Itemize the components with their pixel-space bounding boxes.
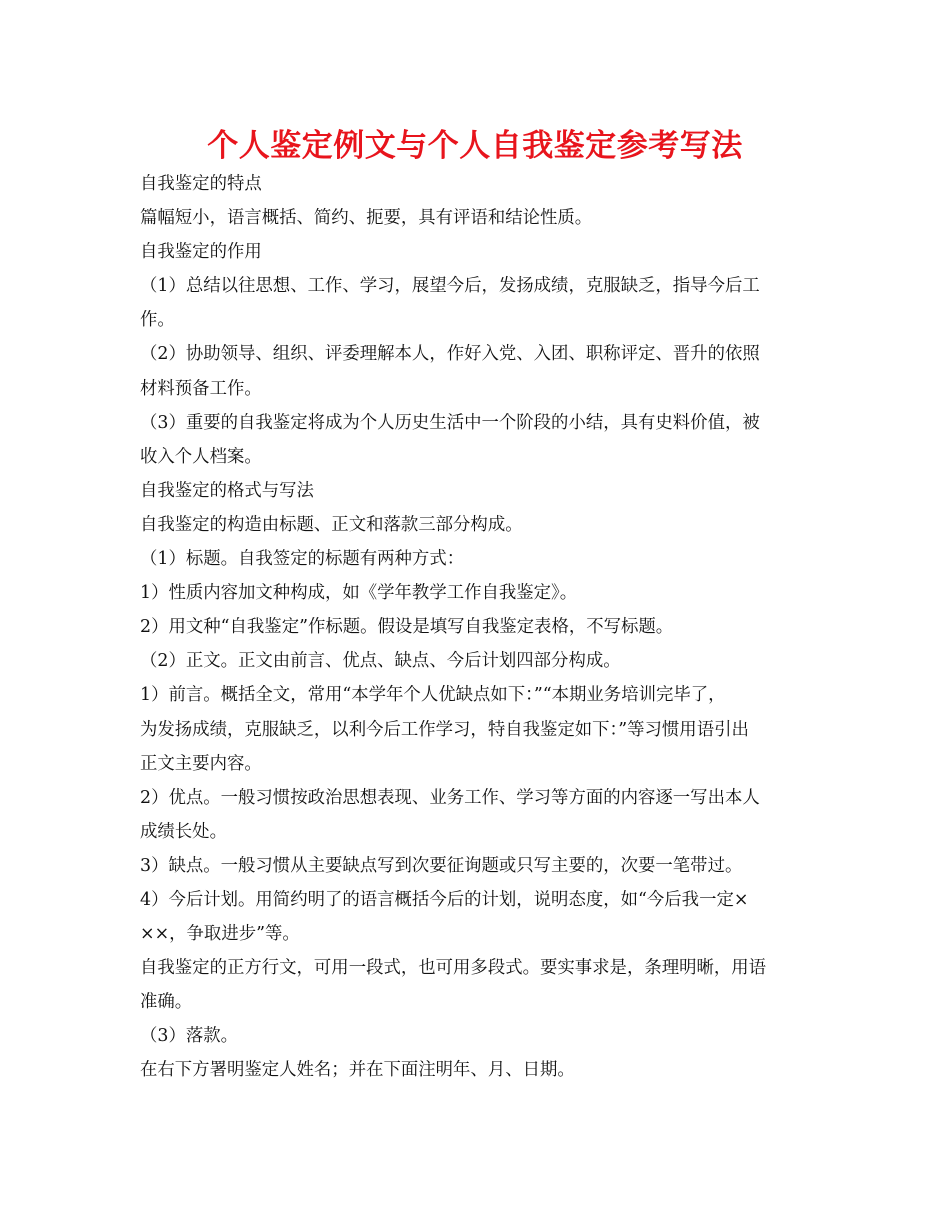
body-line: 1）性质内容加文种构成，如《学年教学工作自我鉴定》。 xyxy=(140,583,578,604)
body-line: （1）标题。自我签定的标题有两种方式： xyxy=(140,549,465,570)
body-line: 为发扬成绩，克服缺乏，以利今后工作学习，特自我鉴定如下：”等习惯用语引出 xyxy=(140,719,749,740)
heading-function: 自我鉴定的作用 xyxy=(140,242,262,263)
body-line: 2）优点。一般习惯按政治思想表现、业务工作、学习等方面的内容逐一写出本人 xyxy=(140,787,760,808)
body-line: （1）总结以往思想、工作、学习，展望今后，发扬成绩，克服缺乏，指导今后工 xyxy=(140,276,760,297)
body-line: 正文主要内容。 xyxy=(140,753,262,774)
body-line: 1）前言。概括全文，常用“本学年个人优缺点如下：”“本期业务培训完毕了， xyxy=(140,685,726,706)
body-line: （3）落款。 xyxy=(140,1026,239,1047)
body-line: 2）用文种“自我鉴定”作标题。假设是填写自我鉴定表格，不写标题。 xyxy=(140,617,674,638)
body-line: 成绩长处。 xyxy=(140,821,227,842)
document-body xyxy=(140,167,812,1088)
body-line: 4）今后计划。用简约明了的语言概括今后的计划，说明态度，如“今后我一定× xyxy=(140,889,749,910)
body-line: 准确。 xyxy=(140,992,193,1013)
body-line: （3）重要的自我鉴定将成为个人历史生活中一个阶段的小结，具有史料价值，被 xyxy=(140,412,760,433)
heading-format: 自我鉴定的格式与写法 xyxy=(140,480,314,501)
heading-features: 自我鉴定的特点 xyxy=(140,174,262,194)
body-line: （2）正文。正文由前言、优点、缺点、今后计划四部分构成。 xyxy=(140,651,621,672)
body-line: 3）缺点。一般习惯从主要缺点写到次要征询题或只写主要的，次要一笔带过。 xyxy=(140,855,743,876)
body-line: 收入个人档案。 xyxy=(140,446,262,467)
body-line: 篇幅短小，语言概括、简约、扼要，具有评语和结论性质。 xyxy=(140,208,593,229)
body-line: ××，争取进步”等。 xyxy=(140,924,300,945)
body-line: 在右下方署明鉴定人姓名；并在下面注明年、月、日期。 xyxy=(140,1060,575,1081)
document-title: 个人鉴定例文与个人自我鉴定参考写法 xyxy=(207,128,743,164)
body-line: 自我鉴定的正方行文，可用一段式，也可用多段式。要实事求是，条理明晰，用语 xyxy=(140,958,767,979)
body-line: 自我鉴定的构造由标题、正文和落款三部分构成。 xyxy=(140,514,523,535)
body-line: 材料预备工作。 xyxy=(140,378,262,399)
body-line: 作。 xyxy=(140,310,175,331)
body-line: （2）协助领导、组织、评委理解本人，作好入党、入团、职称评定、晋升的依照 xyxy=(140,344,760,365)
